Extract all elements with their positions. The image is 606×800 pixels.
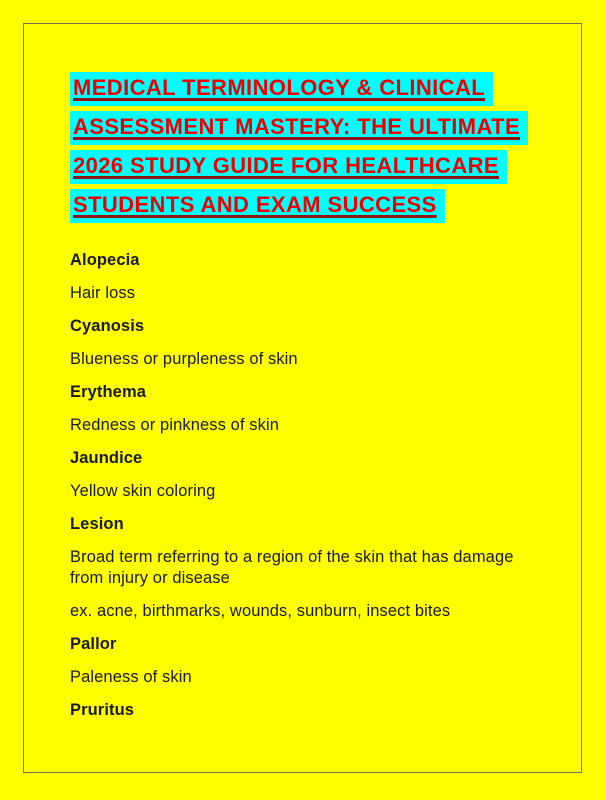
glossary-term: Lesion [70,515,124,533]
title-highlight: MEDICAL TERMINOLOGY & CLINICAL [70,72,493,106]
document-title [70,70,540,226]
glossary-definition: Blueness or purpleness of skin [70,350,298,368]
glossary-definition: Redness or pinkness of skin [70,416,280,434]
title-highlight: STUDENTS AND EXAM SUCCESS [70,189,445,223]
title-highlight: 2026 STUDY GUIDE FOR HEALTHCARE [70,150,507,184]
glossary-term: Pruritus [70,701,135,719]
glossary-term: Pallor [70,635,117,653]
glossary-example: ex. acne, birthmarks, wounds, sunburn, insect bites [70,602,451,620]
glossary-term: Cyanosis [70,317,145,335]
glossary-definition: Yellow skin coloring [70,482,216,500]
glossary-term: Jaundice [70,449,143,467]
title-line [70,148,540,187]
page-content [70,70,540,733]
glossary-definition: Hair loss [70,284,136,302]
title-line [70,109,540,148]
glossary-definition: Paleness of skin [70,668,192,686]
title-line [70,70,540,109]
glossary-list [70,250,540,721]
glossary-term: Alopecia [70,251,140,269]
title-line [70,187,540,226]
title-highlight: ASSESSMENT MASTERY: THE ULTIMATE [70,111,528,145]
glossary-term: Erythema [70,383,147,401]
glossary-definition: Broad term referring to a region of the skin that has damage from injury or disease [70,548,514,587]
